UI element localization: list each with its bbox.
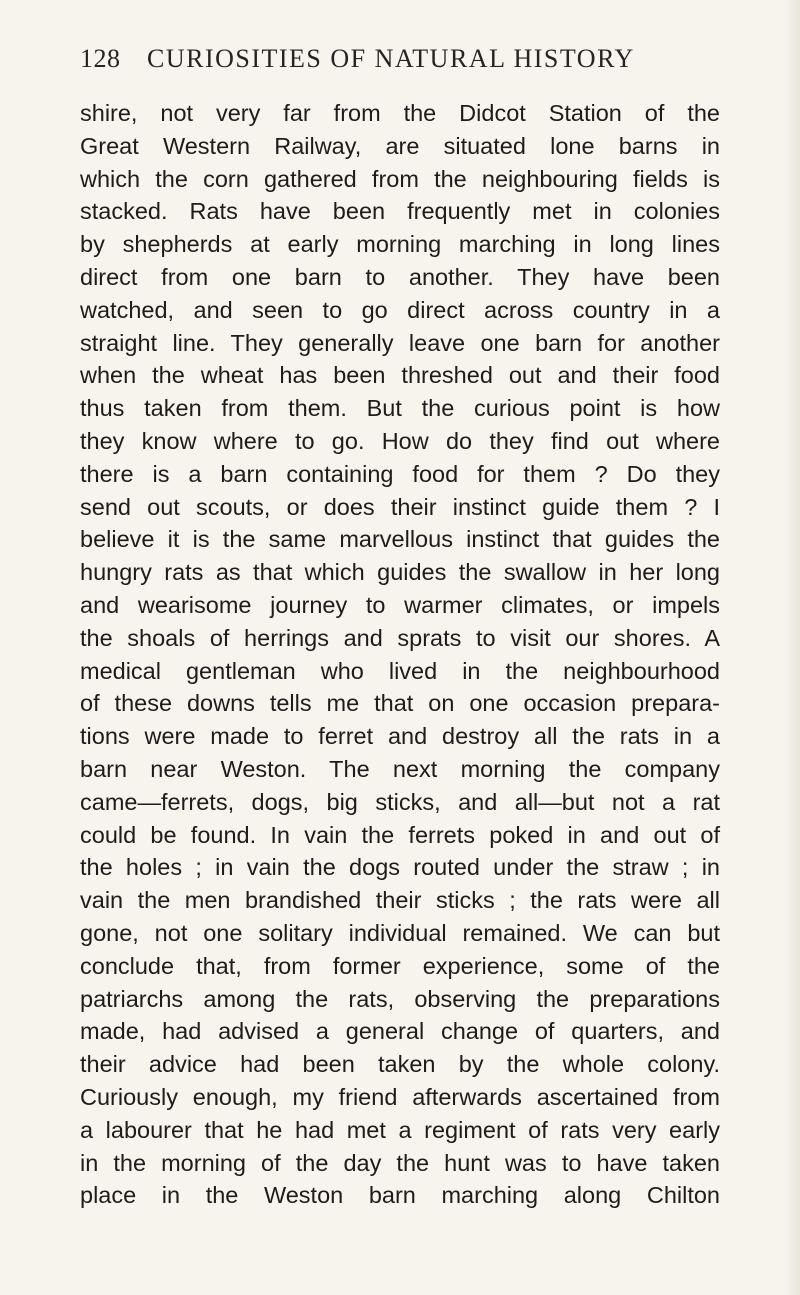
text-line: the holes ; in vain the dogs routed under the straw ; in [80,854,720,881]
text-line: a labourer that he had met a regiment of rats very early [80,1116,720,1143]
body-text [80,97,720,1212]
text-line: in the morning of the day the hunt was to have taken [80,1149,720,1176]
text-line: patriarchs among the rats, observing the preparations [80,985,720,1012]
text-line: shire, not very far from the Didcot Station of the [80,100,720,126]
text-line: barn near Weston. The next morning the company [80,755,720,782]
text-line: place in the Weston barn marching along Chilton [80,1182,720,1209]
text-line: hungry rats as that which guides the swallow in her long [80,559,720,586]
text-line: vain the men brandished their sticks ; the rats were all [80,887,720,914]
text-line: made, had advised a general change of quarters, and [80,1018,720,1045]
text-line: Great Western Railway, are situated lone barns in [80,132,720,159]
page-number: 128 [80,44,121,73]
text-line: could be found. In vain the ferrets poked in and out of [80,821,720,848]
text-line: direct from one barn to another. They have been [80,263,720,290]
text-line: stacked. Rats have been frequently met in colonies [80,198,720,225]
text-line: medical gentleman who lived in the neighbourhood [80,657,720,684]
text-line: and wearisome journey to warmer climates, or impels [80,591,720,618]
text-line: gone, not one solitary individual remained. We can but [80,919,720,946]
text-line: send out scouts, or does their instinct guide them ? I [80,493,720,520]
text-line: straight line. They generally leave one barn for another [80,329,720,356]
running-title: CURIOSITIES OF NATURAL HISTORY [147,44,635,73]
text-line: thus taken from them. But the curious point is how [80,395,720,422]
page-edge-shadow [786,0,800,1295]
text-line: their advice had been taken by the whole colony. [80,1051,720,1078]
text-line: of these downs tells me that on one occasion prepara- [80,690,720,717]
running-head [80,44,720,84]
text-line: there is a barn containing food for them ? Do they [80,460,720,487]
text-line: they know where to go. How do they find out where [80,427,720,454]
text-line: which the corn gathered from the neighbouring fields is [80,165,720,192]
text-line: watched, and seen to go direct across country in a [80,296,720,323]
text-line: conclude that, from former experience, some of the [80,952,720,979]
text-line: believe it is the same marvellous instinct that guides the [80,526,720,553]
text-line: Curiously enough, my friend afterwards ascertained from [80,1083,720,1110]
text-line: when the wheat has been threshed out and their food [80,362,720,389]
text-line: tions were made to ferret and destroy all the rats in a [80,723,720,750]
text-line: by shepherds at early morning marching in long lines [80,231,720,258]
text-line: came—ferrets, dogs, big sticks, and all—but not a rat [80,788,720,815]
text-line: the shoals of herrings and sprats to visit our shores. A [80,624,720,651]
